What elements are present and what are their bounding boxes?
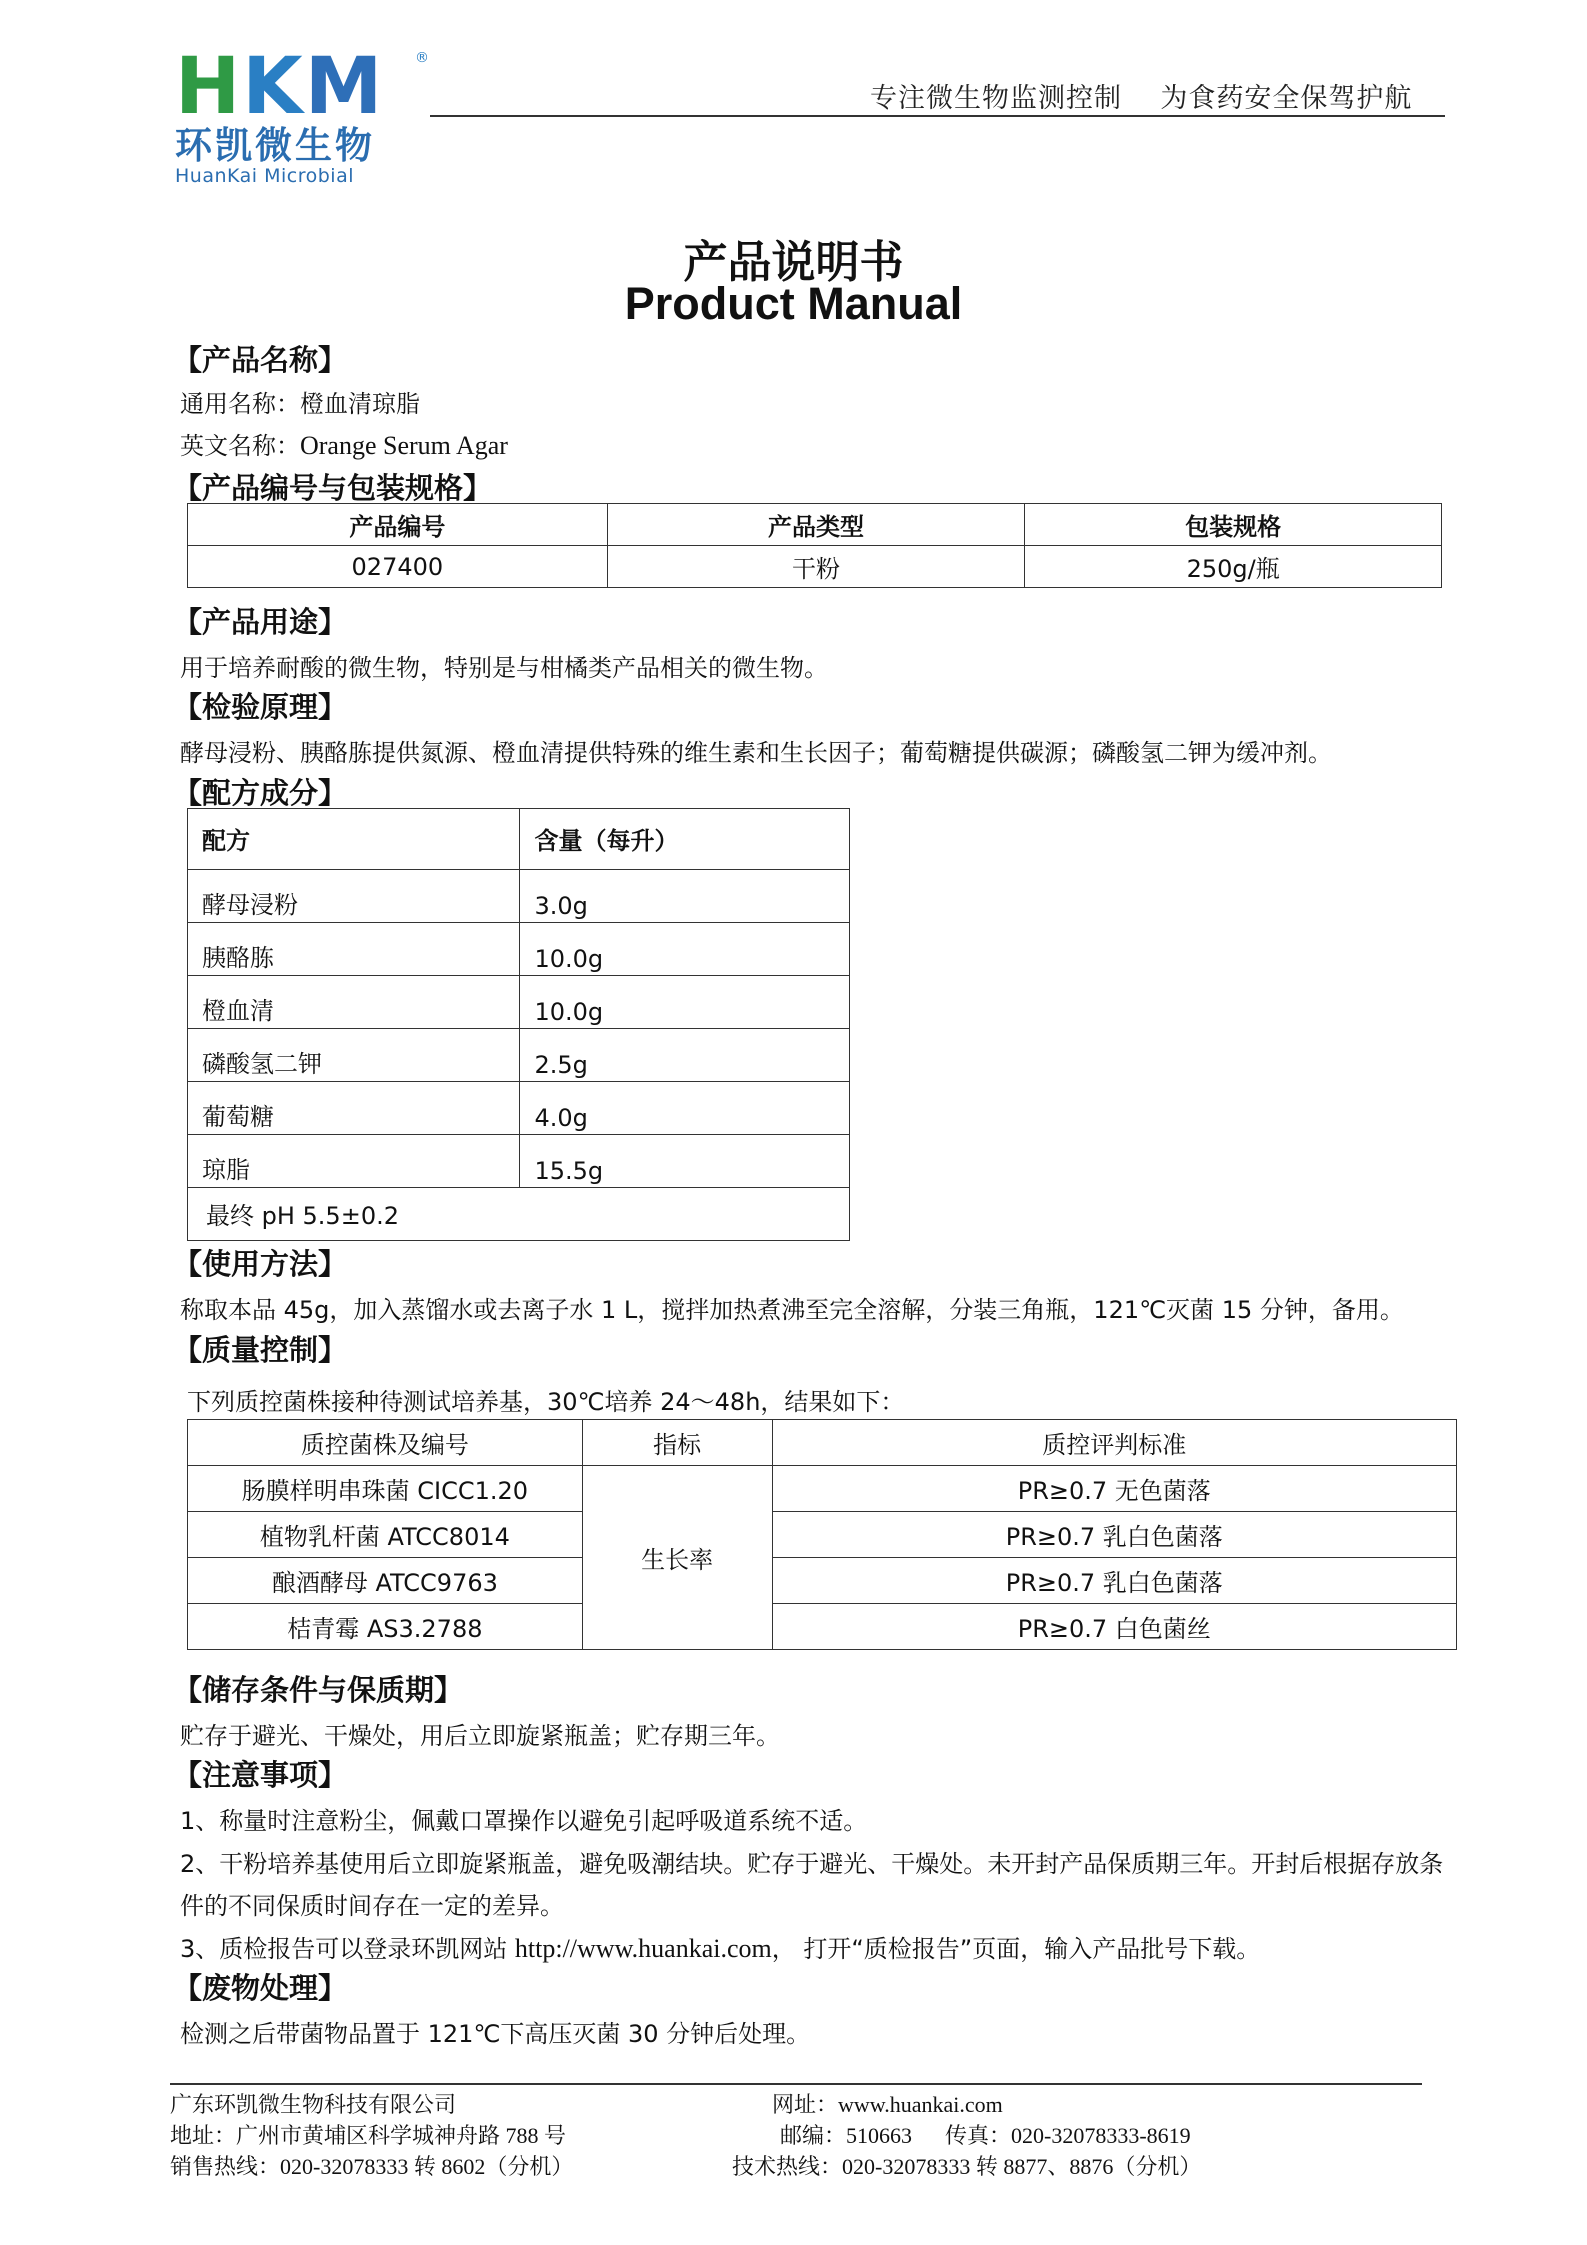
logo-chinese-name: 环凯微生物 — [175, 124, 375, 167]
page-title-en: Product Manual — [624, 278, 963, 329]
table-cell: 磷酸氢二钾 — [188, 1029, 520, 1082]
table-cell: PR≥0.7 无色菌落 — [772, 1466, 1456, 1512]
footer-website: 网址：www.huankai.com — [772, 2092, 1003, 2117]
header-divider — [430, 115, 1445, 117]
table-cell: 10.0g — [520, 976, 850, 1029]
table-cell: 3.0g — [520, 870, 850, 923]
footer-address: 地址：广州市黄埔区科学城神舟路 788 号 — [170, 2123, 567, 2148]
note-item-2-line-1: 2、干粉培养基使用后立即旋紧瓶盖，避免吸潮结块。贮存于避光、干燥处。未开封产品保质期三年。开封后根据存放条 — [180, 1850, 1444, 1878]
table-cell: 4.0g — [520, 1082, 850, 1135]
table-row — [188, 1558, 1457, 1604]
section-heading-formula: 【配方成分】 — [173, 776, 348, 810]
table-cell: 植物乳杆菌 ATCC8014 — [188, 1512, 583, 1558]
table-cell: 琼脂 — [188, 1135, 520, 1188]
table-row — [188, 1029, 850, 1082]
table-row — [188, 1466, 1457, 1512]
table-cell: 肠膜样明串珠菌 CICC1.20 — [188, 1466, 583, 1512]
logo-letters: HKM — [175, 42, 385, 132]
section-heading-storage: 【储存条件与保质期】 — [173, 1673, 464, 1707]
footer-company: 广东环凯微生物科技有限公司 — [170, 2092, 457, 2117]
table-cell: 酿酒酵母 ATCC9763 — [188, 1558, 583, 1604]
table-header-cell: 产品编号 — [188, 504, 608, 546]
section-heading-notes: 【注意事项】 — [173, 1758, 348, 1792]
table-header-cell: 指标 — [582, 1420, 772, 1466]
note-item-2-line-2: 件的不同保质时间存在一定的差异。 — [180, 1892, 564, 1920]
table-row — [188, 1082, 850, 1135]
product-code-table — [187, 503, 1442, 588]
table-row — [188, 976, 850, 1029]
section-heading-usage: 【产品用途】 — [173, 605, 348, 639]
table-cell: PR≥0.7 乳白色菌落 — [772, 1558, 1456, 1604]
method-text: 称取本品 45g，加入蒸馏水或去离子水 1 L，搅拌加热煮沸至完全溶解，分装三角瓶，121℃灭菌 15 分钟，备用。 — [180, 1296, 1404, 1324]
table-header-row — [188, 809, 850, 870]
final-ph-cell: 最终 pH 5.5±0.2 — [188, 1188, 850, 1241]
storage-text: 贮存于避光、干燥处，用后立即旋紧瓶盖；贮存期三年。 — [180, 1722, 780, 1750]
table-cell: 葡萄糖 — [188, 1082, 520, 1135]
section-heading-method: 【使用方法】 — [173, 1247, 348, 1281]
table-cell: PR≥0.7 乳白色菌落 — [772, 1512, 1456, 1558]
table-cell: 酵母浸粉 — [188, 870, 520, 923]
section-heading-product-name: 【产品名称】 — [173, 343, 348, 377]
table-row — [188, 546, 1442, 588]
table-row — [188, 923, 850, 976]
english-name-value: Orange Serum Agar — [300, 431, 508, 460]
quality-intro: 下列质控菌株接种待测试培养基，30℃培养 24～48h，结果如下： — [187, 1388, 905, 1416]
table-header-row — [188, 1420, 1457, 1466]
website-link[interactable]: http://www.huankai.com — [514, 1934, 772, 1963]
table-cell: 15.5g — [520, 1135, 850, 1188]
table-cell: 胰酪胨 — [188, 923, 520, 976]
note-item-3: 3、质检报告可以登录环凯网站 http://www.huankai.com， 打开“质检报告”页面，输入产品批号下载。 — [180, 1934, 1261, 1963]
table-cell: 10.0g — [520, 923, 850, 976]
footer-tech-hotline: 技术热线：020-32078333 转 8877、8876（分机） — [732, 2154, 1202, 2179]
quality-control-table — [187, 1419, 1457, 1650]
registered-mark: ® — [415, 50, 429, 66]
table-cell: 干粉 — [607, 546, 1025, 588]
footer-postcode-fax: 邮编：510663 传真：020-32078333-8619 — [780, 2123, 1191, 2148]
company-logo — [175, 42, 435, 187]
table-cell: 027400 — [188, 546, 608, 588]
table-row — [188, 1188, 850, 1241]
english-name: 英文名称：Orange Serum Agar — [180, 431, 508, 460]
page-title-cn: 产品说明书 — [683, 237, 904, 288]
table-cell: 250g/瓶 — [1025, 546, 1442, 588]
disposal-text: 检测之后带菌物品置于 121℃下高压灭菌 30 分钟后处理。 — [180, 2020, 811, 2048]
table-header-cell: 产品类型 — [607, 504, 1025, 546]
note-item-1: 1、称量时注意粉尘，佩戴口罩操作以避免引起呼吸道系统不适。 — [180, 1807, 868, 1835]
footer-sales-hotline: 销售热线：020-32078333 转 8602（分机） — [170, 2154, 574, 2179]
section-heading-principle: 【检验原理】 — [173, 690, 348, 724]
section-heading-product-code: 【产品编号与包装规格】 — [173, 471, 493, 505]
section-heading-disposal: 【废物处理】 — [173, 1971, 348, 2005]
table-cell: PR≥0.7 白色菌丝 — [772, 1604, 1456, 1650]
header-slogan: 专注微生物监测控制 为食药安全保驾护航 — [870, 83, 1413, 114]
table-header-cell: 配方 — [188, 809, 520, 870]
table-header-cell: 包装规格 — [1025, 504, 1442, 546]
indicator-cell: 生长率 — [582, 1466, 772, 1650]
logo-english-name: HuanKai Microbial — [175, 165, 354, 187]
principle-text: 酵母浸粉、胰酪胨提供氮源、橙血清提供特殊的维生素和生长因子；葡萄糖提供碳源；磷酸氢二钾为缓冲剂。 — [180, 739, 1332, 767]
table-row — [188, 870, 850, 923]
table-cell: 桔青霉 AS3.2788 — [188, 1604, 583, 1650]
table-header-cell: 质控评判标准 — [772, 1420, 1456, 1466]
footer-divider — [170, 2083, 1422, 2085]
table-header-row — [188, 504, 1442, 546]
table-row — [188, 1604, 1457, 1650]
common-name: 通用名称：橙血清琼脂 — [180, 390, 420, 418]
formula-table — [187, 808, 850, 1241]
table-row — [188, 1135, 850, 1188]
usage-text: 用于培养耐酸的微生物，特别是与柑橘类产品相关的微生物。 — [180, 654, 828, 682]
table-header-cell: 含量（每升） — [520, 809, 850, 870]
table-cell: 橙血清 — [188, 976, 520, 1029]
table-cell: 2.5g — [520, 1029, 850, 1082]
table-header-cell: 质控菌株及编号 — [188, 1420, 583, 1466]
table-row — [188, 1512, 1457, 1558]
section-heading-quality: 【质量控制】 — [173, 1333, 348, 1367]
